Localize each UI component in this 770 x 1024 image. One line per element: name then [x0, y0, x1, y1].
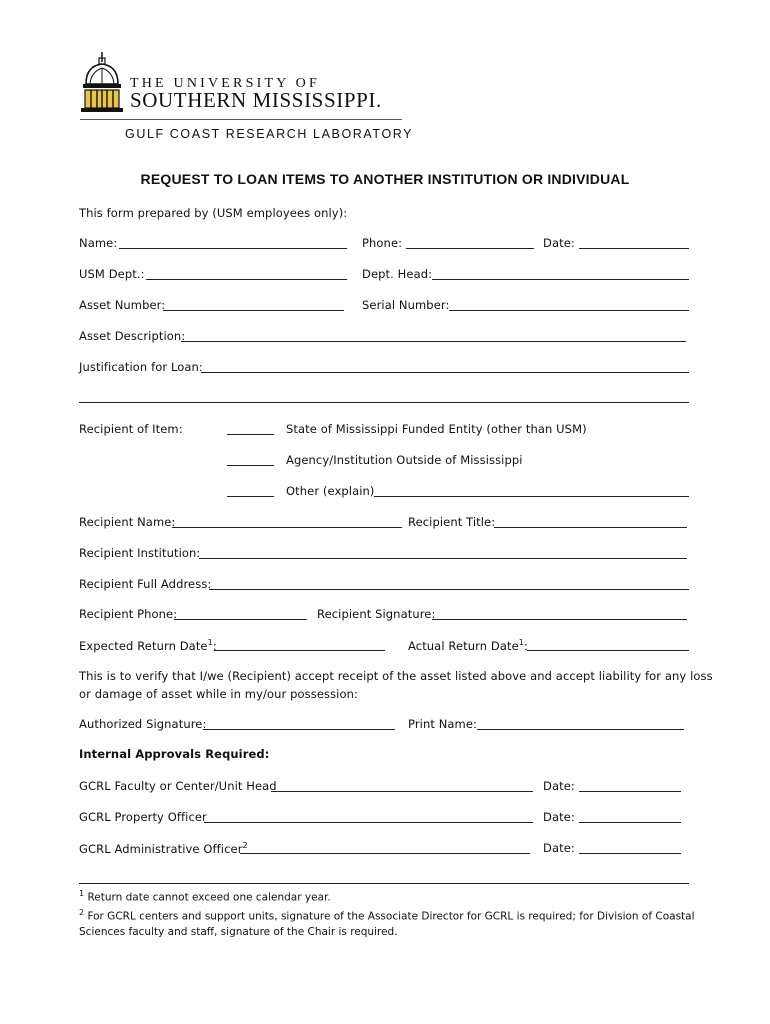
approval-property-date-field[interactable]: [579, 822, 681, 823]
footnote-1: $^1$ Return date cannot exceed one calendar year.: [79, 889, 331, 904]
verify-text-line-1: This is to verify that I/we (Recipient) accept receipt of the asset listed above and accept liability for any loss: [79, 669, 713, 683]
logo-divider: [80, 119, 402, 120]
dept-head-field[interactable]: [432, 279, 689, 280]
approval-admin-label: GCRL Administrative Officer$^2$: [79, 841, 248, 856]
phone-label: Phone:: [362, 236, 403, 250]
recipient-address-label: Recipient Full Address:: [79, 577, 212, 591]
footnote-ref-1: 1: [207, 638, 213, 647]
form-title: REQUEST TO LOAN ITEMS TO ANOTHER INSTITUTION OR INDIVIDUAL: [140, 171, 630, 187]
recipient-phone-field[interactable]: [174, 619, 307, 620]
option-state-blank[interactable]: [227, 434, 274, 435]
approval-faculty-field[interactable]: [271, 791, 533, 792]
recipient-name-field[interactable]: [172, 527, 402, 528]
serial-number-field[interactable]: [449, 310, 689, 311]
approval-admin-date-label: Date:: [543, 841, 575, 855]
justification-field-line-2[interactable]: [79, 402, 689, 403]
asset-description-label: Asset Description:: [79, 329, 186, 343]
footnote-2-cont: Sciences faculty and staff, signature of the Chair is required.: [79, 926, 398, 938]
expected-return-label: Expected Return Date$^1$:: [79, 638, 217, 653]
approval-property-field[interactable]: [204, 822, 533, 823]
approval-faculty-date-label: Date:: [543, 779, 575, 793]
recipient-phone-label: Recipient Phone:: [79, 607, 178, 621]
approval-property-label: GCRL Property Officer: [79, 810, 207, 824]
phone-field[interactable]: [406, 248, 534, 249]
internal-approvals-heading: Internal Approvals Required:: [79, 747, 270, 761]
recipient-of-item-label: Recipient of Item:: [79, 422, 183, 436]
logo-line-university-of: THE UNIVERSITY OF: [130, 76, 320, 91]
recipient-institution-label: Recipient Institution:: [79, 546, 201, 560]
footnote-ref-1b: 1: [518, 638, 524, 647]
recipient-title-field[interactable]: [494, 527, 687, 528]
expected-return-field[interactable]: [214, 650, 385, 651]
recipient-signature-field[interactable]: [432, 619, 687, 620]
approval-property-date-label: Date:: [543, 810, 575, 824]
option-other-label: Other (explain): [286, 484, 375, 498]
actual-return-label: Actual Return Date$^1$:: [408, 638, 528, 653]
dome-icon: [80, 50, 124, 114]
authorized-signature-field[interactable]: [203, 729, 395, 730]
option-agency-blank[interactable]: [227, 465, 274, 466]
footnote-separator: [79, 883, 689, 884]
recipient-institution-field[interactable]: [199, 558, 687, 559]
actual-return-field[interactable]: [527, 650, 689, 651]
approval-faculty-date-field[interactable]: [579, 791, 681, 792]
justification-label: Justification for Loan:: [79, 360, 203, 374]
dept-head-label: Dept. Head:: [362, 267, 433, 281]
recipient-address-field[interactable]: [209, 589, 689, 590]
approval-faculty-label: GCRL Faculty or Center/Unit Head: [79, 779, 277, 793]
serial-number-label: Serial Number:: [362, 298, 450, 312]
prepared-by-label: This form prepared by (USM employees only):: [79, 206, 348, 220]
date-label: Date:: [543, 236, 575, 250]
date-field[interactable]: [579, 248, 689, 249]
verify-text-line-2: or damage of asset while in my/our possession:: [79, 687, 358, 701]
option-agency-label: Agency/Institution Outside of Mississippi: [286, 453, 523, 467]
approval-admin-date-field[interactable]: [579, 853, 681, 854]
option-other-blank[interactable]: [227, 496, 274, 497]
recipient-signature-label: Recipient Signature:: [317, 607, 436, 621]
asset-number-label: Asset Number:: [79, 298, 166, 312]
recipient-name-label: Recipient Name:: [79, 515, 176, 529]
name-field[interactable]: [119, 248, 347, 249]
print-name-field[interactable]: [477, 729, 684, 730]
name-label: Name:: [79, 236, 118, 250]
logo-line-gcrl: GULF COAST RESEARCH LABORATORY: [125, 127, 414, 141]
justification-field[interactable]: [201, 372, 689, 373]
logo-line-southern-mississippi: SOUTHERN MISSISSIPPI.: [130, 88, 382, 112]
asset-description-field[interactable]: [181, 341, 686, 342]
print-name-label: Print Name:: [408, 717, 478, 731]
recipient-title-label: Recipient Title:: [408, 515, 496, 529]
usm-dept-label: USM Dept.:: [79, 267, 145, 281]
authorized-signature-label: Authorized Signature:: [79, 717, 207, 731]
asset-number-field[interactable]: [163, 310, 344, 311]
usm-dept-field[interactable]: [146, 279, 347, 280]
approval-admin-field[interactable]: [240, 853, 530, 854]
option-state-label: State of Mississippi Funded Entity (other than USM): [286, 422, 587, 436]
footnote-2: $^2$ For GCRL centers and support units, signature of the Associate Director for GCRL is required; for Division of Coastal: [79, 908, 695, 923]
option-other-explain-field[interactable]: [374, 496, 689, 497]
footnote-ref-2: 2: [242, 841, 248, 850]
